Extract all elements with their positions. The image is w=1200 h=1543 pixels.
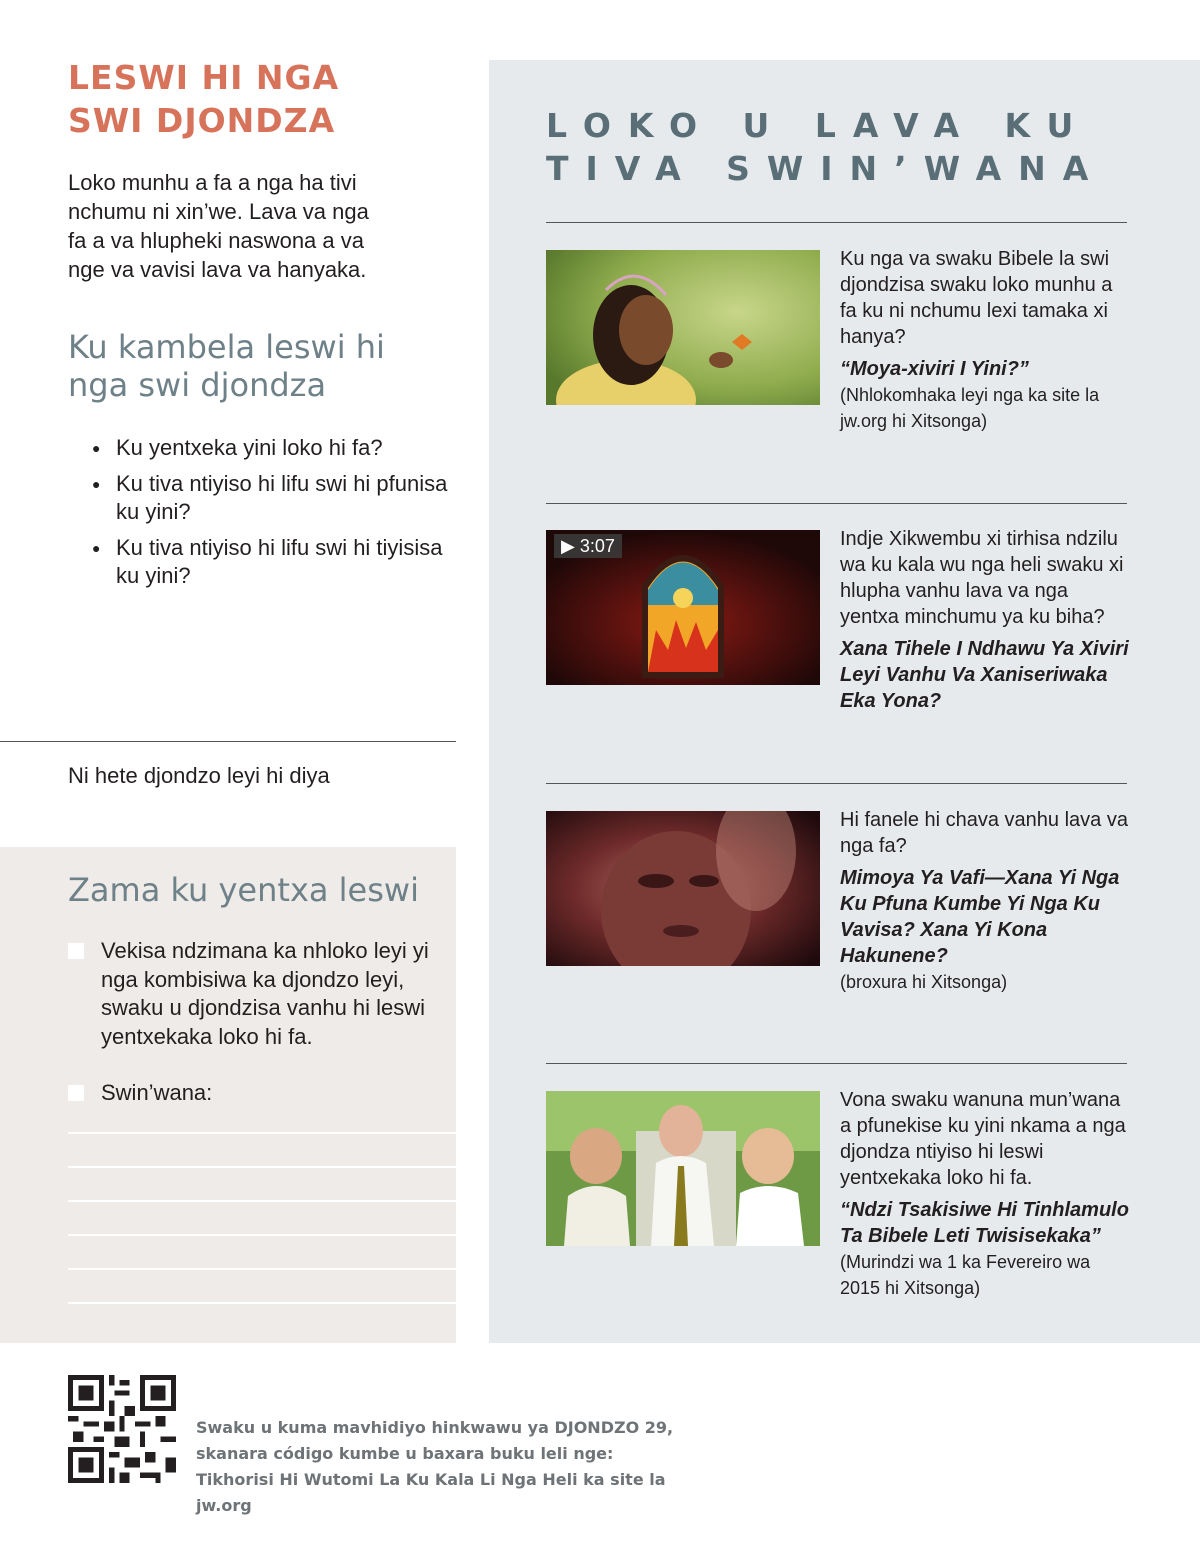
summary-title: LESWI HI NGA SWI DJONDZA (68, 58, 340, 140)
resource-title[interactable]: Xana Tihele I Ndhawu Ya Xiviri Leyi Vanhu Va Xaniseriwaka Eka Yona? (840, 638, 1129, 712)
write-line[interactable] (68, 1234, 456, 1236)
resource-source: (Nhlokomhaka leyi nga ka site la jw.org hi Xitsonga) (840, 385, 1100, 431)
question-item: ● Ku yentxeka yini loko hi fa? (92, 434, 458, 462)
resource-title[interactable]: “Moya-xiviri I Yini?” (840, 358, 1029, 380)
resource-source: (broxura hi Xitsonga) (840, 972, 1008, 992)
write-line[interactable] (68, 1200, 456, 1202)
checkbox[interactable] (68, 943, 84, 959)
resource-title[interactable]: “Ndzi Tsakisiwe Hi Tinhlamulo Ta Bibele Leti Twisisekaka” (840, 1199, 1129, 1247)
play-icon: ▶ (561, 536, 575, 556)
resource-source: (Murindzi wa 1 ka Fevereiro wa 2015 hi Xitsonga) (840, 1252, 1091, 1298)
resource-text (840, 526, 1130, 714)
write-line[interactable] (68, 1132, 456, 1134)
action-item-text: Swin’wana: (101, 1080, 213, 1105)
photo-image (546, 250, 820, 405)
qr-code-icon (68, 1375, 176, 1483)
resource-divider (546, 783, 1127, 784)
resource-question: Vona swaku wanuna mun’wana a pfunekise ku yini nkama a nga djondza ntiyiso hi leswi yentxekaka loko hi fa. (840, 1089, 1126, 1189)
action-title: Zama ku yentxa leswi (68, 871, 419, 909)
resource-question: Ku nga va swaku Bibele la swi djondzisa swaku loko munhu a fa ku ni nchumu lexi tamaka xi hanya? (840, 248, 1113, 348)
resource-divider (546, 503, 1127, 504)
question-item: ● Ku tiva ntiyiso hi lifu swi hi pfunisa ku yini? (92, 470, 458, 526)
write-line[interactable] (68, 1166, 456, 1168)
photo-image (546, 811, 820, 966)
checkbox[interactable] (68, 1085, 84, 1101)
resource-text (840, 246, 1130, 434)
resource-text (840, 807, 1130, 995)
review-date-label: Ni hete djondzo leyi hi diya (68, 763, 330, 788)
resource-title[interactable]: Mimoya Ya Vafi—Xana Yi Nga Ku Pfuna Kumbe Yi Nga Ku Vavisa? Xana Yi Kona Hakunene? (840, 867, 1120, 967)
stained-glass-fire-video[interactable] (546, 530, 820, 685)
explore-title: LOKO U LAVA KU TIVA SWIN’WANA (546, 106, 1106, 188)
resource-divider (546, 222, 1127, 223)
summary-text: Loko munhu a fa a nga ha tivi nchumu ni xin’we. Lava va nga fa a va hlupheki naswona a va nge va vavisi lava va hanyaka. (68, 170, 369, 282)
video-duration: 3:07 (579, 536, 615, 556)
write-line[interactable] (68, 1302, 456, 1304)
face-in-red-light-photo[interactable] (546, 811, 820, 966)
resource-question: Hi fanele hi chava vanhu lava va nga fa? (840, 809, 1128, 857)
action-item (68, 1079, 431, 1108)
discussion-questions (68, 434, 458, 590)
resource-question: Indje Xikwembu xi tirhisa ndzilu wa ku kala wu nga heli swaku xi hlupha vanhu lava va nga yentxa minchumu ya ku biha? (840, 528, 1124, 628)
video-duration-badge (554, 534, 622, 558)
qr-code[interactable] (68, 1375, 176, 1483)
footer-text: Swaku u kuma mavhidiyo hinkwawu ya DJONDZO 29, skanara código kumbe u baxara buku leli nge: Tikhorisi Hi Wutomi La Ku Kala Li Nga Heli ka site la jw.org (196, 1418, 674, 1515)
photo-image (546, 1091, 820, 1246)
resource-text (840, 1087, 1130, 1301)
girl-with-butterfly-photo[interactable] (546, 250, 820, 405)
discuss-title: Ku kambela leswi hi nga swi djondza (68, 328, 385, 404)
action-item-text: Vekisa ndzimana ka nhloko leyi yi nga kombisiwa ka djondzo leyi, swaku u djondzisa vanhu hi leswi yentxekaka loko hi fa. (101, 938, 429, 1049)
write-line[interactable] (68, 1268, 456, 1270)
action-item (68, 937, 431, 1051)
question-item: ● Ku tiva ntiyiso hi lifu swi hi tiyisisa ku yini? (92, 534, 458, 590)
summary-section (68, 56, 458, 598)
three-people-talking-photo[interactable] (546, 1091, 820, 1246)
resource-divider (546, 1063, 1127, 1064)
left-divider (0, 741, 456, 742)
